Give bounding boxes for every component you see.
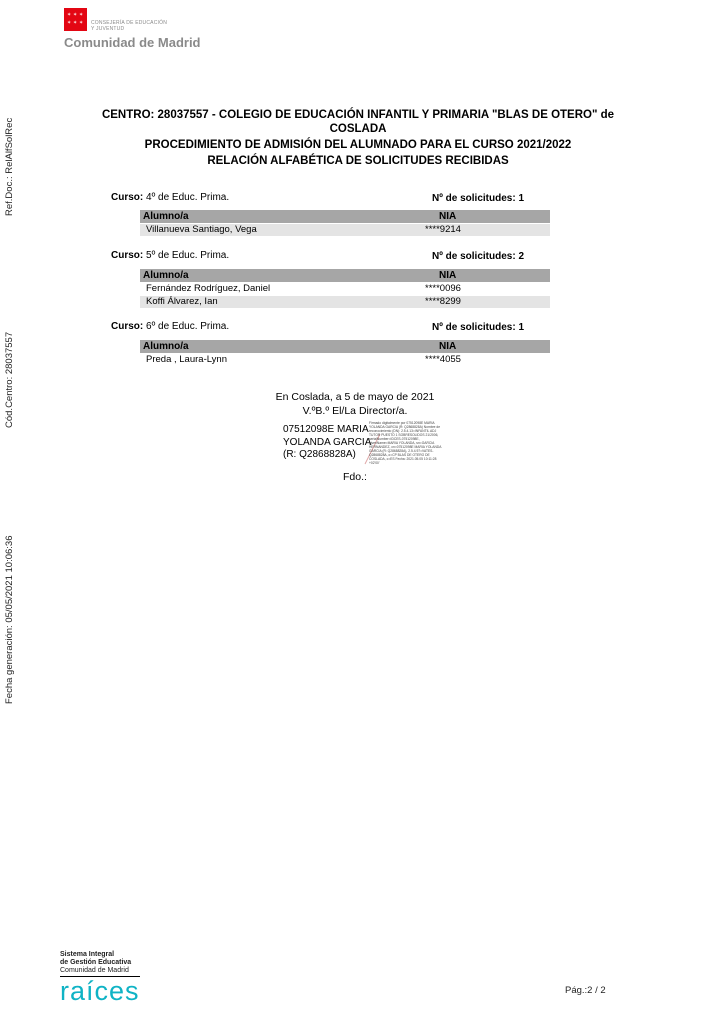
curso-label [111, 321, 229, 332]
solicitudes-count-value: 2 [518, 251, 525, 262]
side-cod-centro: Cód.Centro: 28037557 [4, 331, 15, 428]
student-nia: ****8299 [425, 296, 461, 307]
student-name: Villanueva Santiago, Vega [146, 224, 257, 235]
curso-label-key: Curso: [111, 192, 144, 203]
column-header-alumno: Alumno/a [143, 270, 189, 281]
signer-name-line-3: (R: Q2868828A) [283, 449, 356, 460]
sistema-label [60, 951, 131, 967]
raices-logo: raíces [60, 976, 140, 1006]
curso-label-key: Curso: [111, 250, 144, 261]
procedimiento-heading: PROCEDIMIENTO DE ADMISIÓN DEL ALUMNADO PARA EL CURSO 2021/2022 [144, 139, 572, 151]
curso-value: 5º de Educ. Prima. [146, 250, 230, 261]
centro-heading-line-1: CENTRO: 28037557 - COLEGIO DE EDUCACIÓN INFANTIL Y PRIMARIA "BLAS DE OTERO" de [101, 109, 615, 121]
table-row [140, 296, 550, 308]
table-header [140, 210, 550, 223]
curso-label [111, 250, 229, 261]
column-header-nia: NIA [439, 211, 457, 222]
star-icon: ✶ [73, 12, 78, 18]
star-icon: ✶ [73, 20, 78, 26]
student-name: Koffi Álvarez, Ian [146, 296, 218, 307]
consejeria-line-2: Y JUVENTUD [91, 26, 125, 32]
place-date: En Coslada, a 5 de mayo de 2021 [275, 391, 435, 403]
sistema-line-2: de Gestión Educativa [60, 959, 132, 966]
star-icon: ✶ [79, 12, 84, 18]
column-header-nia: NIA [439, 270, 457, 281]
centro-heading [80, 108, 636, 136]
star-icon: ✶ [67, 20, 72, 26]
curso-label [111, 192, 229, 203]
curso-value: 4º de Educ. Prima. [146, 192, 230, 203]
table-row [140, 354, 550, 366]
table-header [140, 269, 550, 282]
table-row [140, 283, 550, 295]
side-fecha-generacion: Fecha generación: 05/05/2021 10:06:36 [4, 535, 15, 704]
solicitudes-count-value: 1 [518, 322, 525, 333]
comunidad-madrid-flag-logo [64, 8, 87, 31]
solicitudes-count-value: 1 [518, 193, 525, 204]
table-header [140, 340, 550, 353]
solicitudes-count [432, 193, 524, 204]
curso-value: 6º de Educ. Prima. [146, 321, 230, 332]
director-vobo: V.ºB.º El/La Director/a. [302, 405, 408, 417]
student-nia: ****9214 [425, 224, 461, 235]
column-header-alumno: Alumno/a [143, 341, 189, 352]
student-nia: ****0096 [425, 283, 461, 294]
star-icon: ✶ [67, 12, 72, 18]
sistema-line-1: Sistema Integral [60, 951, 115, 958]
column-header-nia: NIA [439, 341, 457, 352]
org-name: Comunidad de Madrid [64, 35, 201, 50]
solicitudes-count-label: Nº de solicitudes: [432, 322, 516, 333]
student-name: Preda , Laura-Lynn [146, 354, 227, 365]
star-icon: ✶ [79, 20, 84, 26]
centro-heading-line-2: COSLADA [329, 123, 387, 135]
relacion-heading: RELACIÓN ALFABÉTICA DE SOLICITUDES RECIBIDAS [207, 155, 509, 167]
curso-label-key: Curso: [111, 321, 144, 332]
side-ref-doc: Ref.Doc.: RelAlfSolRec [4, 117, 15, 216]
consejeria-label [91, 20, 167, 32]
table-row [140, 224, 550, 236]
student-name: Fernández Rodríguez, Daniel [146, 283, 271, 294]
solicitudes-count [432, 251, 524, 262]
page-number: Pág.:2 / 2 [565, 985, 606, 996]
signer-name [283, 424, 371, 462]
solicitudes-count-label: Nº de solicitudes: [432, 193, 516, 204]
solicitudes-count [432, 322, 524, 333]
signer-name-line-1: 07512098E MARIA [283, 424, 369, 435]
fdo-label: Fdo.: [343, 471, 367, 483]
signer-name-line-2: YOLANDA GARCIA [283, 436, 372, 448]
student-nia: ****4055 [425, 354, 461, 365]
digital-signature-details: Firmado digitalmente por 07512098E MARIA YOLANDA GARCIA (R: Q2868828A) Nombre de reconocimiento (DN): 2.5.4.13=INFANTIL ADJ TUTOR PUESTO 1 SOBRESOLIDOS 21/2006, serialNumber=IDCES-07512098E, givenName=MARIA YOLANDA, sn=GARCIA HERNANDEZ, cn=07512098E MARIA YOLANDA GARCIA (R: Q2868828A), 2.5.4.97=VATES-Q2868828A, o=CP BLAS DE OTERO DE COSLADA, c=ES Fecha: 2021.05.05 10:11:28 +02'00' [369, 421, 442, 465]
footer-org-name: Comunidad de Madrid [60, 967, 129, 974]
solicitudes-count-label: Nº de solicitudes: [432, 251, 516, 262]
consejeria-line-1: CONSEJERÍA DE EDUCACIÓN [91, 20, 168, 26]
column-header-alumno: Alumno/a [143, 211, 189, 222]
